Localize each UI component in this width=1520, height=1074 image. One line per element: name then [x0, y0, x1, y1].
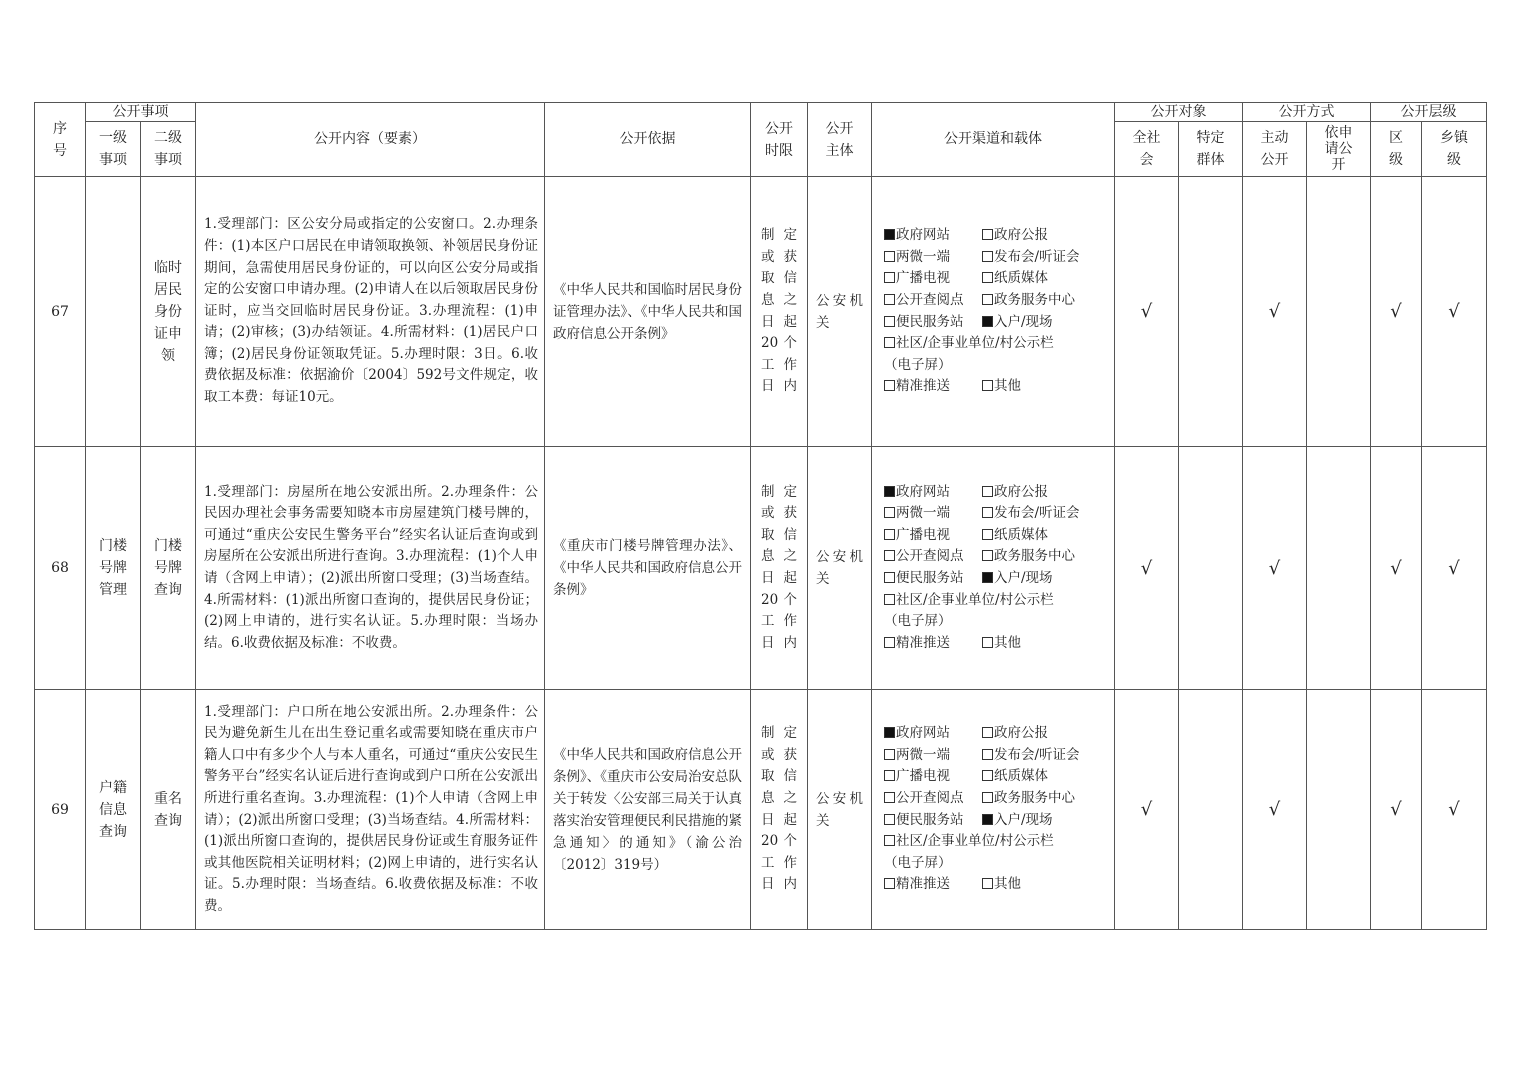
header-level2: 二级事项	[141, 122, 196, 177]
checkbox-icon	[884, 835, 895, 846]
table-row	[35, 447, 1487, 690]
row-method-apply	[1307, 447, 1371, 690]
row-target-all: √	[1115, 177, 1179, 447]
header-level: 公开层级	[1371, 103, 1487, 122]
checkbox-icon	[884, 814, 895, 825]
checkbox-icon	[884, 770, 895, 781]
row-level1: 户籍信息查询	[86, 690, 141, 930]
header-method: 公开方式	[1243, 103, 1371, 122]
row-subject: 公安机关	[808, 177, 872, 447]
header-target-all: 全社会	[1115, 122, 1179, 177]
row-target-all: √	[1115, 690, 1179, 930]
row-target-all: √	[1115, 447, 1179, 690]
row-method-apply	[1307, 177, 1371, 447]
checkbox-icon	[982, 380, 993, 391]
checkbox-icon	[884, 637, 895, 648]
row-seq: 67	[35, 177, 86, 447]
checkbox-checked-icon	[884, 727, 895, 738]
table-row	[35, 690, 1487, 930]
checkbox-icon	[884, 792, 895, 803]
checkbox-icon	[982, 486, 993, 497]
header-target-specific: 特定群体	[1179, 122, 1243, 177]
row-method-active: √	[1243, 447, 1307, 690]
header-deadline: 公开时限	[751, 103, 808, 177]
row-content: 1.受理部门：户口所在地公安派出所。2.办理条件：公民为避免新生儿在出生登记重名或需要知晓在重庆市户籍人口中有多少个人与本人重名，可通过“重庆公安民生警务平台”经实名认证后进行查询或到户口所在公安派出所进行重名查询。3.办理流程：(1)个人申请（含网上申请）；(2)派出所窗口受理；(3)当场查结。4.所需材料：(1)派出所窗口查询的，提供居民身份证或生育服务证件或其他医院相关证明材料；(2)网上申请的，进行实名认证。5.办理时限：当场查结。6.收费依据及标准：不收费。	[196, 690, 545, 930]
row-level-town: √	[1422, 177, 1487, 447]
checkbox-icon	[982, 770, 993, 781]
checkbox-icon	[982, 749, 993, 760]
checkbox-icon	[884, 272, 895, 283]
header-method-active: 主动公开	[1243, 122, 1307, 177]
checkbox-icon	[884, 251, 895, 262]
row-content: 1.受理部门：房屋所在地公安派出所。2.办理条件：公民因办理社会事务需要知晓本市房屋建筑门楼号牌的，可通过“重庆公安民生警务平台”经实名认证后查询或到房屋所在公安派出所进行查询。3.办理流程：(1)个人申请（含网上申请）；(2)派出所窗口受理；(3)当场查结。4.所需材料：(1)派出所窗口查询的，提供居民身份证；(2)网上申请的，进行实名认证。5.办理时限：当场办结。6.收费依据及标准：不收费。	[196, 447, 545, 690]
row-target-specific	[1179, 447, 1243, 690]
header-basis: 公开依据	[545, 103, 751, 177]
header-seq: 序号	[35, 103, 86, 177]
checkbox-icon	[884, 529, 895, 540]
row-level-district: √	[1371, 690, 1422, 930]
row-seq: 68	[35, 447, 86, 690]
row-target-specific	[1179, 690, 1243, 930]
row-channels: 政府网站 政府公报 两微一端 发布会/听证会 广播电视 纸质媒体 公开查阅点 政务服务中心 便民服务站 入户/现场 社区/企事业单位/村公示栏 （电子屏） 精准推送 其他	[872, 690, 1115, 930]
row-method-active: √	[1243, 690, 1307, 930]
checkbox-icon	[884, 550, 895, 561]
row-deadline: 制定或获取信息之日起20个工作日内	[751, 690, 808, 930]
row-basis: 《中华人民共和国临时居民身份证管理办法》、《中华人民共和国政府信息公开条例》	[545, 177, 751, 447]
row-level1: 门楼号牌管理	[86, 447, 141, 690]
checkbox-icon	[982, 550, 993, 561]
row-content: 1.受理部门：区公安分局或指定的公安窗口。2.办理条件：(1)本区户口居民在申请领取换领、补领居民身份证期间，急需使用居民身份证的，可以向区公安分局或指定的公安窗口申请办理。(2)申请人在以后领取居民身份证时，应当交回临时居民身份证。3.办理流程：(1)申请；(2)审核；(3)办结领证。4.所需材料：(1)居民户口簿；(2)居民身份证领取凭证。5.办理时限：3日。6.收费依据及标准：依据渝价〔2004〕592号文件规定，收取工本费：每证10元。	[196, 177, 545, 447]
checkbox-icon	[884, 507, 895, 518]
row-method-active: √	[1243, 177, 1307, 447]
header-target: 公开对象	[1115, 103, 1243, 122]
header-level-district: 区级	[1371, 122, 1422, 177]
header-row-top	[35, 103, 1487, 122]
checkbox-checked-icon	[982, 814, 993, 825]
checkbox-checked-icon	[982, 572, 993, 583]
checkbox-icon	[982, 229, 993, 240]
row-level-town: √	[1422, 690, 1487, 930]
checkbox-icon	[884, 572, 895, 583]
row-level-district: √	[1371, 447, 1422, 690]
table-row	[35, 177, 1487, 447]
checkbox-icon	[884, 878, 895, 889]
header-public-items: 公开事项	[86, 103, 196, 122]
checkbox-icon	[982, 294, 993, 305]
row-subject: 公安机关	[808, 447, 872, 690]
header-channels: 公开渠道和载体	[872, 103, 1115, 177]
checkbox-icon	[884, 380, 895, 391]
row-subject: 公安机关	[808, 690, 872, 930]
row-basis: 《重庆市门楼号牌管理办法》、《中华人民共和国政府信息公开条例》	[545, 447, 751, 690]
row-level-district: √	[1371, 177, 1422, 447]
row-deadline: 制定或获取信息之日起20个工作日内	[751, 447, 808, 690]
row-level2: 门楼号牌查询	[141, 447, 196, 690]
row-level2: 临时居民身份证申领	[141, 177, 196, 447]
row-deadline: 制定或获取信息之日起20个工作日内	[751, 177, 808, 447]
checkbox-icon	[982, 792, 993, 803]
checkbox-icon	[982, 529, 993, 540]
disclosure-table	[34, 102, 1487, 930]
row-channels: 政府网站 政府公报 两微一端 发布会/听证会 广播电视 纸质媒体 公开查阅点 政务服务中心 便民服务站 入户/现场 社区/企事业单位/村公示栏 （电子屏） 精准推送 其他	[872, 177, 1115, 447]
row-target-specific	[1179, 177, 1243, 447]
row-level1	[86, 177, 141, 447]
row-level2: 重名查询	[141, 690, 196, 930]
checkbox-icon	[884, 316, 895, 327]
row-method-apply	[1307, 690, 1371, 930]
row-channels: 政府网站 政府公报 两微一端 发布会/听证会 广播电视 纸质媒体 公开查阅点 政务服务中心 便民服务站 入户/现场 社区/企事业单位/村公示栏 （电子屏） 精准推送 其他	[872, 447, 1115, 690]
header-method-apply: 依申请公开	[1307, 122, 1371, 177]
checkbox-checked-icon	[884, 486, 895, 497]
row-seq: 69	[35, 690, 86, 930]
checkbox-checked-icon	[884, 229, 895, 240]
checkbox-icon	[982, 727, 993, 738]
checkbox-icon	[982, 272, 993, 283]
checkbox-icon	[982, 878, 993, 889]
header-content: 公开内容（要素）	[196, 103, 545, 177]
checkbox-icon	[982, 251, 993, 262]
row-basis: 《中华人民共和国政府信息公开条例》、《重庆市公安局治安总队关于转发〈公安部三局关于认真落实治安管理便民利民措施的紧急通知〉的通知》（渝公治〔2012〕319号）	[545, 690, 751, 930]
checkbox-icon	[884, 337, 895, 348]
header-level1: 一级事项	[86, 122, 141, 177]
checkbox-icon	[884, 749, 895, 760]
header-level-town: 乡镇级	[1422, 122, 1487, 177]
checkbox-icon	[982, 507, 993, 518]
header-subject: 公开主体	[808, 103, 872, 177]
checkbox-icon	[982, 637, 993, 648]
checkbox-checked-icon	[982, 316, 993, 327]
checkbox-icon	[884, 294, 895, 305]
row-level-town: √	[1422, 447, 1487, 690]
checkbox-icon	[884, 594, 895, 605]
